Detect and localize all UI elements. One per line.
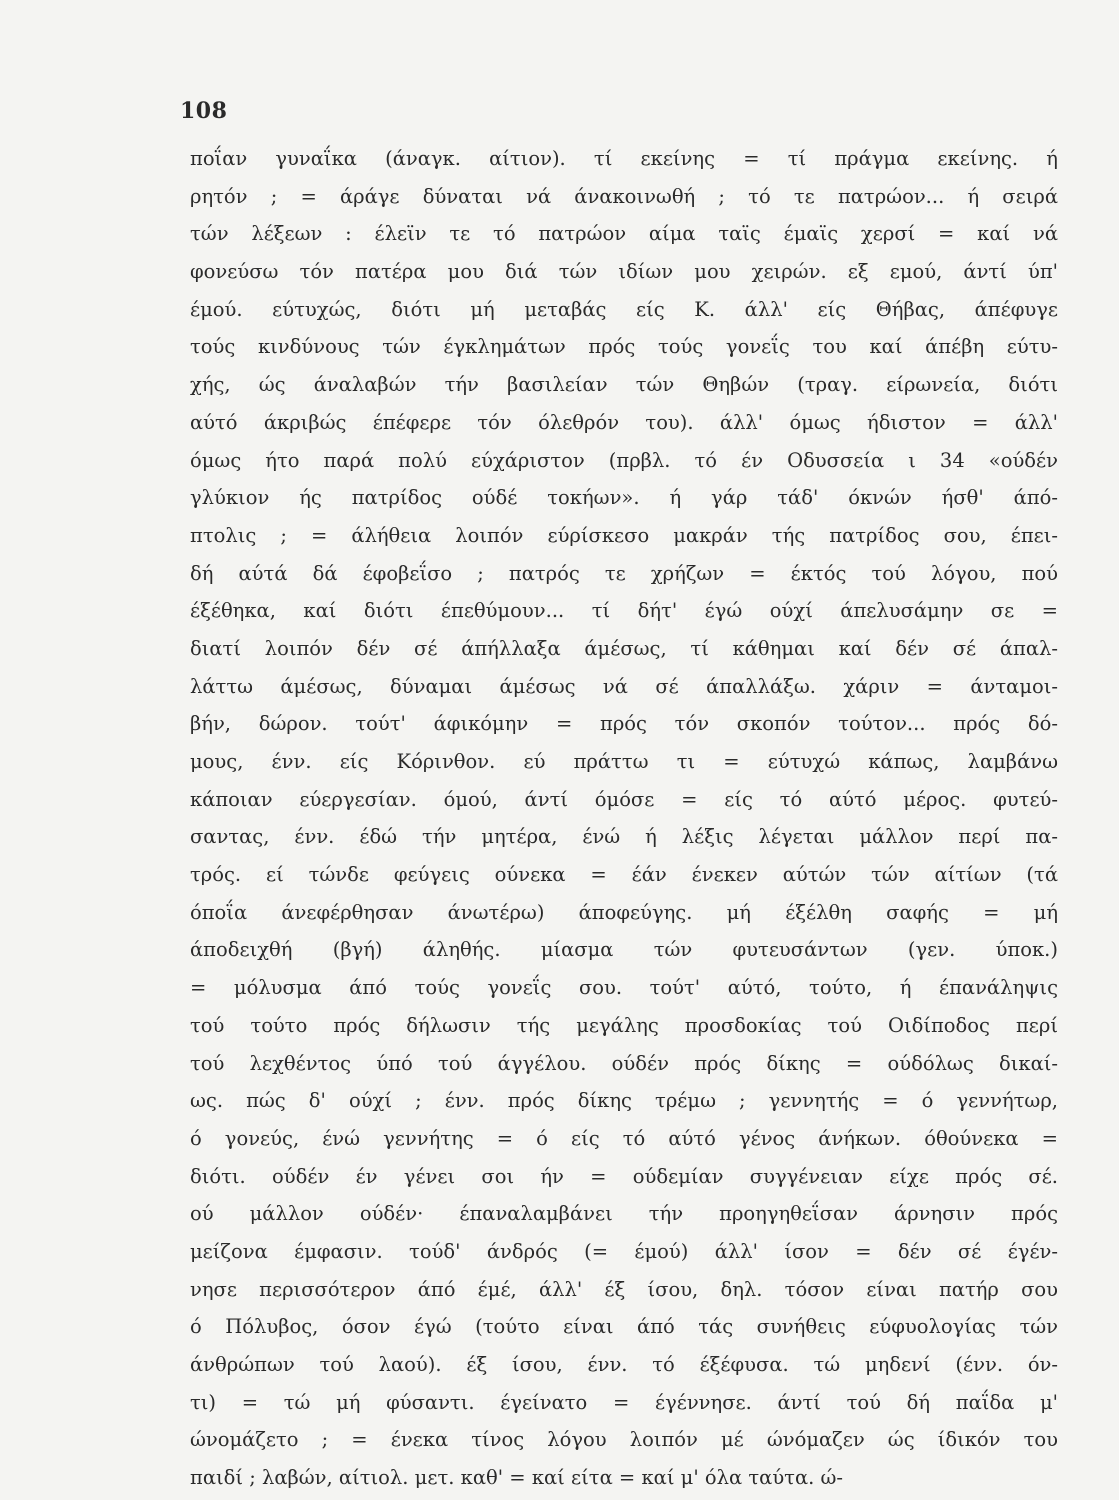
text-line: παιδί ; λαβών, αίτιολ. μετ. καθ' = καί είτα = καί μ' όλα ταύτα. ώ-	[190, 1466, 844, 1490]
text-line: ρητόν ; = άράγε δύναται νά άνακοινωθή ; τό τε πατρώον... ή σειρά	[190, 184, 1058, 208]
text-line: ώνομάζετο ; = ένεκα τίνος λόγου λοιπόν μέ ώνόμαζεν ώς ίδικόν του	[190, 1428, 1058, 1452]
text-line: δή αύτά δά έφοβεΐσο ; πατρός τε χρήζων = έκτός τού λόγου, πού	[190, 561, 1058, 585]
text-line: λάττω άμέσως, δύναμαι άμέσως νά σέ άπαλλάξω. χάριν = άνταμοι-	[190, 674, 1058, 698]
text-line: τρός. εί τώνδε φεύγεις ούνεκα = έάν ένεκεν αύτών τών αίτίων (τά	[190, 863, 1058, 887]
text-line: μείζονα έμφασιν. τούδ' άνδρός (= έμού) άλλ' ίσον = δέν σέ έγέν-	[190, 1239, 1058, 1263]
text-line: ό Πόλυβος, όσον έγώ (τούτο είναι άπό τάς συνήθεις εύφυολογίας τών	[190, 1315, 1058, 1339]
text-line: κάποιαν εύεργεσίαν. όμού, άντί όμόσε = είς τό αύτό μέρος. φυτεύ-	[190, 787, 1058, 811]
text-line: νησε περισσότερον άπό έμέ, άλλ' έξ ίσου, δηλ. τόσον είναι πατήρ σου	[190, 1277, 1058, 1301]
text-line: διατί λοιπόν δέν σέ άπήλλαξα άμέσως, τί κάθημαι καί δέν σέ άπαλ-	[190, 636, 1058, 660]
text-line: ού μάλλον ούδέν· έπαναλαμβάνει τήν προηγηθεΐσαν άρνησιν πρός	[190, 1202, 1058, 1226]
text-line: έμού. εύτυχώς, διότι μή μεταβάς είς Κ. άλλ' είς Θήβας, άπέφυγε	[190, 297, 1058, 321]
text-line: όποΐα άνεφέρθησαν άνωτέρω) άποφεύγης. μή έξέλθη σαφής = μή	[190, 900, 1058, 924]
text-line: τι) = τώ μή φύσαντι. έγείνατο = έγέννησε. άντί τού δή παΐδα μ'	[190, 1390, 1058, 1414]
text-line: ως. πώς δ' ούχί ; ένν. πρός δίκης τρέμω ; γεννητής = ό γεννήτωρ,	[190, 1089, 1058, 1113]
text-line: ποΐαν γυναΐκα (άναγκ. αίτιον). τί εκείνης = τί πράγμα εκείνης. ή	[190, 147, 1058, 170]
text-line: άνθρώπων τού λαού). έξ ίσου, ένν. τό έξέφυσα. τώ μηδενί (ένν. όν-	[190, 1353, 1058, 1376]
text-line: διότι. ούδέν έν γένει σοι ήν = ούδεμίαν συγγένειαν είχε πρός σέ.	[190, 1164, 1058, 1188]
text-line: μους, ένν. είς Κόρινθον. εύ πράττω τι = εύτυχώ κάπως, λαμβάνω	[190, 750, 1058, 773]
text-line: φονεύσω τόν πατέρα μου διά τών ιδίων μου χειρών. εξ εμού, άντί ύπ'	[190, 260, 1058, 284]
text-line: αύτό άκριβώς έπέφερε τόν όλεθρόν του). άλλ' όμως ήδιστον = άλλ'	[190, 410, 1058, 434]
text-line: τού λεχθέντος ύπό τού άγγέλου. ούδέν πρός δίκης = ούδόλως δικαί-	[190, 1051, 1058, 1075]
text-line: βήν, δώρον. τούτ' άφικόμην = πρός τόν σκοπόν τούτον... πρός δό-	[190, 712, 1058, 736]
text-line: τών λέξεων : έλεϊν τε τό πατρώον αίμα ταϊς έμαϊς χερσί = καί νά	[190, 222, 1058, 246]
text-line: χής, ώς άναλαβών τήν βασιλείαν τών Θηβών (τραγ. είρωνεία, διότι	[190, 373, 1058, 397]
text-line: σαντας, ένν. έδώ τήν μητέρα, ένώ ή λέξις λέγεται μάλλον περί πα-	[190, 825, 1058, 849]
text-line: τούς κινδύνους τών έγκλημάτων πρός τούς γονεΐς του καί άπέβη εύτυ-	[190, 335, 1058, 359]
text-line: πτολις ; = άλήθεια λοιπόν εύρίσκεσο μακράν τής πατρίδος σου, έπει-	[190, 523, 1058, 547]
text-line: έξέθηκα, καί διότι έπεθύμουν... τί δήτ' έγώ ούχί άπελυσάμην σε =	[190, 599, 1058, 623]
text-line: άποδειχθή (βγή) άληθής. μίασμα τών φυτευσάντων (γεν. ύποκ.)	[190, 938, 1058, 962]
page-number: 108	[180, 98, 228, 124]
commentary-text	[190, 140, 1070, 1497]
text-line: τού τούτο πρός δήλωσιν τής μεγάλης προσδοκίας τού Οιδίποδος περί	[190, 1013, 1058, 1037]
text-line: ό γονεύς, ένώ γεννήτης = ό είς τό αύτό γένος άνήκων. όθούνεκα =	[190, 1126, 1058, 1150]
text-line: γλύκιον ής πατρίδος ούδέ τοκήων». ή γάρ τάδ' όκνών ήσθ' άπό-	[190, 486, 1058, 510]
text-line: όμως ήτο παρά πολύ εύχάριστον (πρβλ. τό έν Οδυσσεία ι 34 «ούδέν	[190, 448, 1058, 472]
text-line: = μόλυσμα άπό τούς γονεΐς σου. τούτ' αύτό, τούτο, ή έπανάληψις	[190, 976, 1058, 1000]
